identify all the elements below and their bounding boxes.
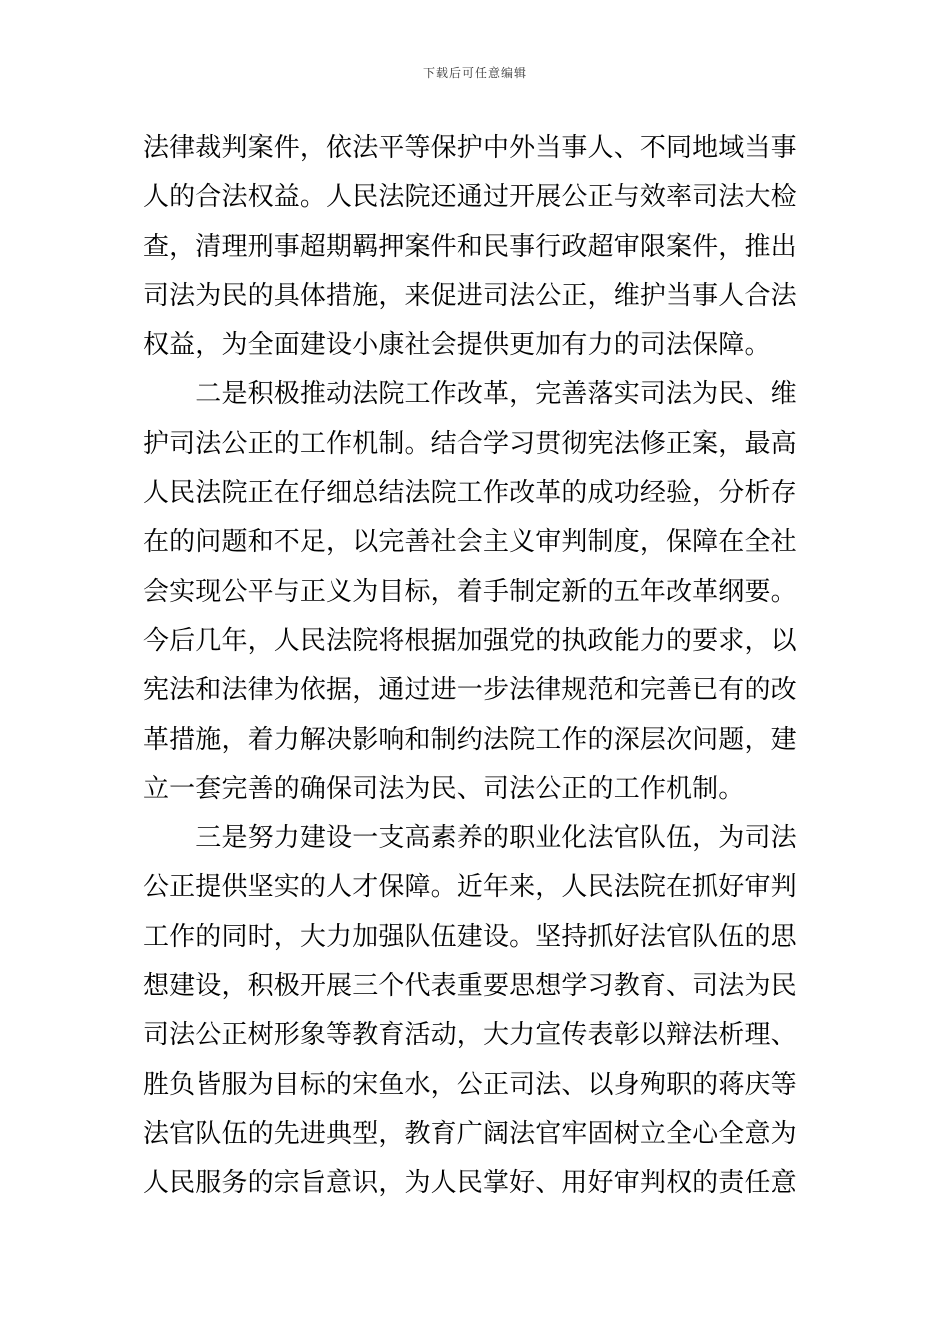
text-line: 会实现公平与正义为目标，着手制定新的五年改革纲要。	[143, 576, 797, 607]
text-line: 革措施，着力解决影响和制约法院工作的深层次问题，建	[143, 724, 797, 755]
text-line: 三是努力建设一支高素养的职业化法官队伍，为司法	[143, 823, 797, 854]
document-body	[143, 124, 813, 1209]
text-line: 工作的同时，大力加强队伍建设。坚持抓好法官队伍的思	[143, 921, 797, 952]
text-line: 权益，为全面建设小康社会提供更加有力的司法保障。	[143, 330, 771, 361]
text-line: 宪法和法律为依据，通过进一步法律规范和完善已有的改	[143, 675, 797, 706]
text-line: 司法为民的具体措施，来促进司法公正，维护当事人合法	[143, 280, 797, 311]
text-line: 人民法院正在仔细总结法院工作改革的成功经验，分析存	[143, 478, 797, 509]
text-line: 司法公正树形象等教育活动，大力宣传表彰以辩法析理、	[143, 1020, 797, 1051]
text-line: 法官队伍的先进典型，教育广阔法官牢固树立全心全意为	[143, 1118, 797, 1149]
text-line: 公正提供坚实的人才保障。近年来，人民法院在抓好审判	[143, 872, 797, 903]
text-line: 查，清理刑事超期羁押案件和民事行政超审限案件，推出	[143, 231, 797, 262]
text-line: 人的合法权益。人民法院还通过开展公正与效率司法大检	[143, 182, 797, 213]
text-line: 今后几年，人民法院将根据加强党的执政能力的要求，以	[143, 625, 797, 656]
text-line: 想建设，积极开展三个代表重要思想学习教育、司法为民	[143, 971, 797, 1002]
text-line: 胜负皆服为目标的宋鱼水，公正司法、以身殉职的蒋庆等	[143, 1069, 797, 1100]
page-header: 下载后可任意编辑	[422, 66, 527, 80]
text-line: 法律裁判案件，依法平等保护中外当事人、不同地域当事	[143, 133, 797, 163]
text-line: 人民服务的宗旨意识，为人民掌好、用好审判权的责任意	[143, 1168, 797, 1199]
text-line: 在的问题和不足，以完善社会主义审判制度，保障在全社	[143, 527, 797, 558]
text-line: 护司法公正的工作机制。结合学习贯彻宪法修正案，最高	[143, 428, 797, 459]
text-line: 立一套完善的确保司法为民、司法公正的工作机制。	[143, 773, 745, 804]
text-line: 二是积极推动法院工作改革，完善落实司法为民、维	[143, 379, 797, 410]
